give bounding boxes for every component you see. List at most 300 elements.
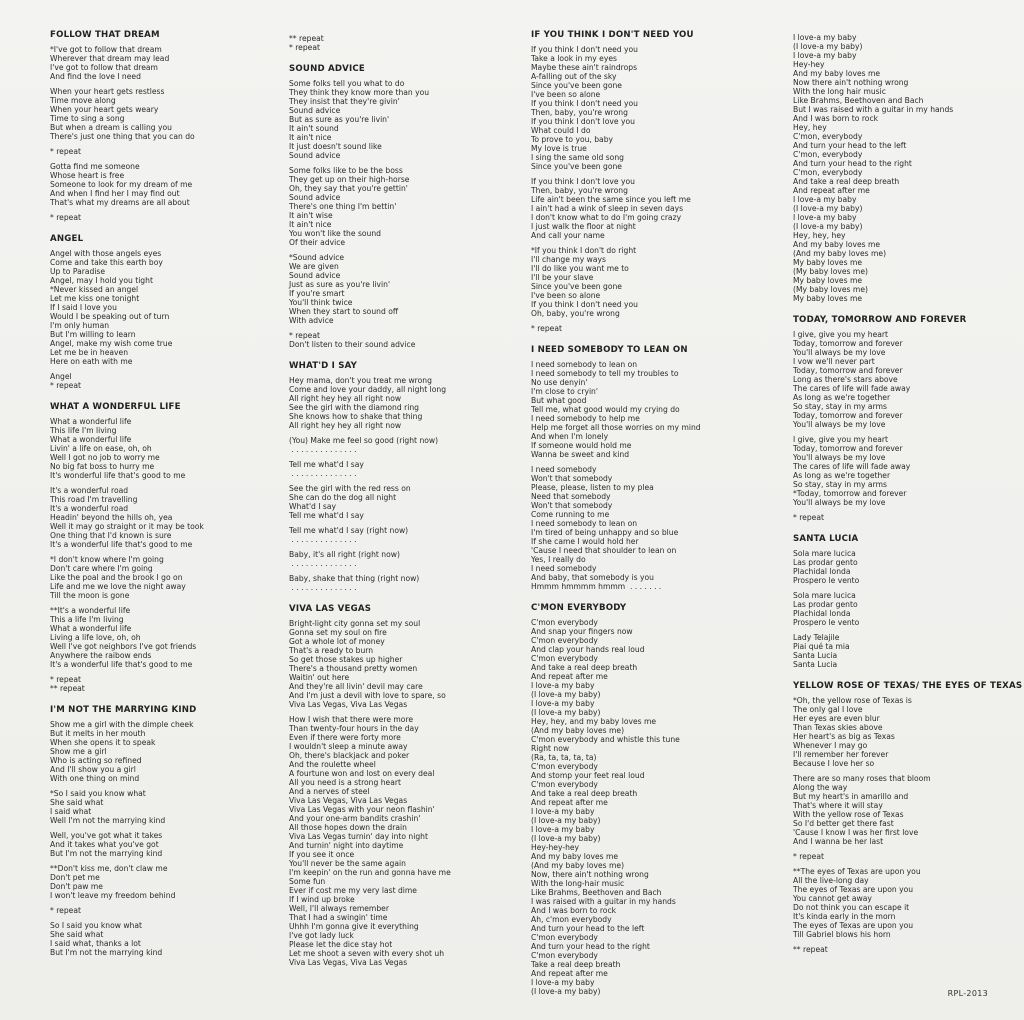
lyric-line: And baby, that somebody is you: [531, 573, 654, 582]
lyric-line: You'll always be my love: [793, 348, 886, 357]
lyric-line: *I've got to follow that dream: [50, 45, 162, 54]
lyric-line: But when a dream is calling you: [50, 123, 172, 132]
lyric-line: Anywhere the raibow ends: [50, 651, 152, 660]
lyric-stanza: [289, 376, 521, 430]
lyric-line: I love-a my baby: [793, 213, 857, 222]
lyric-line: See the girl with the red ress on: [289, 484, 411, 493]
lyric-line: You cannot get away: [793, 894, 872, 903]
lyric-stanza: [531, 246, 763, 318]
lyric-line: Just as sure as you're livin': [289, 280, 391, 289]
lyric-line: Gonna set my soul on fire: [289, 628, 387, 637]
lyric-line: Living a life love, oh, oh: [50, 633, 141, 642]
lyric-line: It's a wonderful road: [50, 504, 129, 513]
lyric-line: I ain't had a wink of sleep in seven days: [531, 204, 684, 213]
lyric-line: Some folks tell you what to do: [289, 79, 405, 88]
lyric-line: But I'm not the marrying kind: [50, 849, 163, 858]
lyric-line: There's one thing I'm bettin': [289, 202, 397, 211]
lyric-stanza: [50, 906, 282, 915]
lyric-line: I've got to follow that dream: [50, 63, 158, 72]
lyric-line: I'm keepin' on the run and gonna have me: [289, 868, 451, 877]
lyric-stanza: [50, 789, 282, 825]
lyric-line: Bright-light city gonna set my soul: [289, 619, 421, 628]
lyric-line: Come and take this earth boy: [50, 258, 163, 267]
lyric-line: What a wonderful life: [50, 624, 132, 633]
lyric-line: *If you think I don't do right: [531, 246, 637, 255]
lyric-line: C'mon everybody and whistle this tune: [531, 735, 680, 744]
lyric-line: Uhhh I'm gonna give it everything: [289, 922, 419, 931]
lyric-line: If you think I don't love you: [531, 177, 635, 186]
lyric-line: Right now: [531, 744, 570, 753]
lyric-line: Long as there's stars above: [793, 375, 898, 384]
lyric-line: So stay, stay in my arms: [793, 480, 887, 489]
lyric-line: * repeat: [289, 331, 320, 340]
lyric-line: Some folks like to be the boss: [289, 166, 403, 175]
lyric-line: And I'm just a devil with love to spare, so: [289, 691, 446, 700]
lyric-line: Got a whole lot of money: [289, 637, 385, 646]
lyric-line: . . . . . . . . . . . . . .: [289, 445, 357, 454]
song-title: YELLOW ROSE OF TEXAS/ THE EYES OF TEXAS: [793, 681, 1023, 691]
lyric-line: *Never kissed an angel: [50, 285, 139, 294]
lyric-line: Come and love your daddy, all night long: [289, 385, 447, 394]
lyric-line: (I love-a my baby): [531, 816, 601, 825]
lyric-line: Hey-hey: [793, 60, 825, 69]
column-2: [289, 34, 521, 979]
lyric-line: I need somebody: [531, 564, 597, 573]
lyric-stanza: [289, 253, 521, 325]
lyric-line: *Oh, the yellow rose of Texas is: [793, 696, 912, 705]
lyric-line: Sound advice: [289, 271, 341, 280]
lyric-line: And call your name: [531, 231, 605, 240]
lyric-line: It's a wonderful road: [50, 486, 129, 495]
lyric-line: But as sure as you're livin': [289, 115, 390, 124]
lyric-line: You'll think twice: [289, 298, 353, 307]
song-block: [289, 64, 521, 349]
lyric-line: Well it may go straight or it may be took: [50, 522, 204, 531]
lyric-line: Baby, shake that thing (right now): [289, 574, 420, 583]
lyric-line: And a nerves of steel: [289, 787, 370, 796]
lyric-line: Maybe these ain't raindrops: [531, 63, 638, 72]
lyric-line: If you think I don't need you: [531, 99, 638, 108]
lyric-line: C'mon everybody: [531, 951, 598, 960]
column-4: [793, 33, 1024, 966]
lyric-line: * repeat: [50, 213, 81, 222]
lyric-line: Baby, it's all right (right now): [289, 550, 400, 559]
lyric-line: If I said I love you: [50, 303, 117, 312]
lyric-stanza: [50, 864, 282, 900]
lyric-line: The eyes of Texas are upon you: [793, 921, 914, 930]
lyric-line: No big fat boss to hurry me: [50, 462, 155, 471]
lyric-line: If you think I don't need you: [531, 45, 638, 54]
lyric-line: I was raised with a guitar in my hands: [531, 897, 676, 906]
lyric-line: (I love-a my baby): [793, 222, 863, 231]
lyric-line: I love-a my baby: [793, 33, 857, 42]
lyric-line: Then, baby, you're wrong: [531, 108, 628, 117]
lyric-stanza: [289, 166, 521, 247]
song-title: WHAT'D I SAY: [289, 361, 358, 371]
lyric-line: . . . . . . . . . . . . . .: [289, 535, 357, 544]
lyric-line: And repeat after me: [531, 672, 608, 681]
lyric-line: Tell me what'd I say: [289, 460, 364, 469]
lyric-line: But it melts in her mouth: [50, 729, 146, 738]
lyric-line: But I was raised with a guitar in my hands: [793, 105, 954, 114]
lyric-line: It's a wonderful life that's good to me: [50, 540, 193, 549]
lyric-line: There's a thousand pretty women: [289, 664, 418, 673]
lyric-line: Who is acting so refined: [50, 756, 142, 765]
lyric-line: Even if there were forty more: [289, 733, 401, 742]
lyric-line: And when I find her I may find out: [50, 189, 180, 198]
lyric-line: It ain't nice: [289, 133, 332, 142]
lyric-line: With one thing on mind: [50, 774, 140, 783]
lyric-stanza: [793, 696, 1024, 768]
lyric-line: Like Brahms, Beethoven and Bach: [793, 96, 924, 105]
song-block: [289, 361, 521, 592]
lyric-line: **Don't kiss me, don't claw me: [50, 864, 168, 873]
lyric-line: No use denyin': [531, 378, 588, 387]
lyric-line: C'mon everybody: [531, 636, 598, 645]
lyric-line: What'd I say: [289, 502, 337, 511]
lyric-line: Take a real deep breath: [531, 960, 621, 969]
lyric-line: * repeat: [289, 43, 320, 52]
lyric-line: The cares of life will fade away: [793, 384, 911, 393]
lyric-line: Well, I'll always remember: [289, 904, 389, 913]
song-title: I NEED SOMEBODY TO LEAN ON: [531, 345, 688, 355]
lyric-line: (I love-a my baby): [531, 708, 601, 717]
lyric-line: I need somebody to help me: [531, 414, 640, 423]
lyric-line: I've been so alone: [531, 90, 601, 99]
lyric-line: What a wonderful life: [50, 435, 132, 444]
lyric-line: And I wanna be her last: [793, 837, 884, 846]
lyric-line: Let me kiss one tonight: [50, 294, 140, 303]
lyric-stanza: [289, 550, 521, 568]
song-block: [50, 234, 282, 390]
lyric-line: They insist that they're givin': [289, 97, 400, 106]
lyric-line: Plachidal londa: [793, 567, 851, 576]
song-title: SANTA LUCIA: [793, 534, 859, 544]
lyric-line: All right hey hey all right now: [289, 394, 402, 403]
lyric-line: Please let the dice stay hot: [289, 940, 393, 949]
lyric-line: It just doesn't sound like: [289, 142, 382, 151]
song-block: [289, 604, 521, 967]
lyric-line: ** repeat: [289, 34, 324, 43]
lyric-line: And it takes what you've got: [50, 840, 159, 849]
lyric-line: And your one-arm bandits crashin': [289, 814, 421, 823]
lyric-line: If you're smart: [289, 289, 345, 298]
lyric-line: I sing the same old song: [531, 153, 624, 162]
lyric-line: Ever if cost me my very last dime: [289, 886, 417, 895]
lyric-line: Hey-hey-hey: [531, 843, 580, 852]
lyric-line: (I love-a my baby): [793, 204, 863, 213]
lyric-line: So get those stakes up higher: [289, 655, 403, 664]
lyric-line: Do not think you can escape it: [793, 903, 910, 912]
song-block: [531, 603, 763, 996]
lyric-line: When they start to sound off: [289, 307, 399, 316]
lyric-line: Would I be speaking out of turn: [50, 312, 170, 321]
lyric-line: Waitin' out here: [289, 673, 350, 682]
lyric-line: So I'd better get there fast: [793, 819, 894, 828]
lyric-line: I love-a my baby: [793, 51, 857, 60]
lyric-line: And turnin' night into daytime: [289, 841, 404, 850]
lyric-line: Some fun: [289, 877, 326, 886]
lyric-line: The eyes of Texas are upon you: [793, 885, 914, 894]
lyric-line: Hey, hey, and my baby loves me: [531, 717, 657, 726]
lyric-line: If you think I don't need you: [531, 300, 638, 309]
lyric-line: * repeat: [50, 147, 81, 156]
lyric-line: Sola mare lucica: [793, 591, 856, 600]
lyric-line: C'mon everybody: [531, 618, 598, 627]
lyric-line: Today, tomorrow and forever: [793, 339, 903, 348]
lyric-stanza: [793, 591, 1024, 627]
lyric-line: You'll always be my love: [793, 498, 886, 507]
lyric-line: Time move along: [50, 96, 116, 105]
lyric-line: (And my baby loves me): [531, 861, 625, 870]
lyric-line: Lady Telajile: [793, 633, 840, 642]
lyric-line: Sound advice: [289, 151, 341, 160]
lyric-line: I love-a my baby: [531, 681, 595, 690]
lyric-stanza: [793, 330, 1024, 429]
lyric-stanza: [289, 526, 521, 544]
lyric-line: And my baby loves me: [793, 69, 881, 78]
lyric-line: Help me forget all those worries on my mind: [531, 423, 701, 432]
lyric-line: 'Cause I know I was her first love: [793, 828, 919, 837]
lyric-line: Along the way: [793, 783, 848, 792]
lyric-line: C'mon everybody: [531, 933, 598, 942]
lyric-stanza: [289, 619, 521, 709]
lyric-line: But what good: [531, 396, 587, 405]
lyric-stanza: [793, 774, 1024, 846]
lyric-line: Like the poal and the brook I go on: [50, 573, 183, 582]
lyric-line: Today, tomorrow and forever: [793, 366, 903, 375]
lyric-stanza: [50, 831, 282, 858]
lyric-line: Tell me what'd I say: [289, 511, 364, 520]
lyric-stanza: [50, 606, 282, 669]
lyric-stanza: [50, 87, 282, 141]
lyric-line: *Today, tomorrow and forever: [793, 489, 907, 498]
lyric-line: And turn your head to the left: [793, 141, 907, 150]
lyric-line: I don't know what to do I'm going crazy: [531, 213, 682, 222]
lyric-line: I'm tired of being unhappy and so blue: [531, 528, 679, 537]
lyric-line: They get up on their high-horse: [289, 175, 410, 184]
lyric-line: I love-a my baby: [531, 978, 595, 987]
lyric-line: But I'm not the marrying kind: [50, 948, 163, 957]
lyric-line: Up to Paradise: [50, 267, 106, 276]
song-title: ANGEL: [50, 234, 84, 244]
lyric-line: Let me shoot a seven with every shot uh: [289, 949, 445, 958]
lyric-line: The cares of life will fade away: [793, 462, 911, 471]
lyric-line: Hey, hey, hey: [793, 231, 846, 240]
lyric-line: And turn your head to the left: [531, 924, 645, 933]
lyric-line: Viva Las Vegas with your neon flashin': [289, 805, 435, 814]
song-block: [793, 315, 1024, 522]
lyric-line: And repeat after me: [793, 186, 870, 195]
lyric-line: Hey mama, don't you treat me wrong: [289, 376, 432, 385]
lyric-line: (I love-a my baby): [531, 987, 601, 996]
lyric-line: What could I do: [531, 126, 591, 135]
lyric-line: Since you've been gone: [531, 282, 622, 291]
lyric-stanza: [793, 867, 1024, 939]
lyric-line: That's where it will stay: [793, 801, 883, 810]
lyric-line: * repeat: [531, 324, 562, 333]
lyric-line: Well, you've got what it takes: [50, 831, 163, 840]
lyric-line: **It's a wonderful life: [50, 606, 131, 615]
lyric-line: I need somebody to lean on: [531, 360, 638, 369]
lyric-line: With advice: [289, 316, 334, 325]
lyric-line: All right hey hey all right now: [289, 421, 402, 430]
lyric-line: It ain't sound: [289, 124, 339, 133]
lyric-line: Ah, c'mon everybody: [531, 915, 612, 924]
lyric-line: **The eyes of Texas are upon you: [793, 867, 921, 876]
lyric-line: Wanna be sweet and kind: [531, 450, 630, 459]
lyric-line: Angel, may I hold you tight: [50, 276, 153, 285]
lyric-line: What a wonderful life: [50, 417, 132, 426]
lyric-line: I wouldn't sleep a minute away: [289, 742, 408, 751]
lyric-line: Wherever that dream may lead: [50, 54, 170, 63]
lyric-line: C'mon everybody: [531, 654, 598, 663]
lyric-line: She knows how to shake that thing: [289, 412, 423, 421]
lyric-line: Viva Las Vegas, Viva Las Vegas: [289, 796, 408, 805]
lyric-line: With the long-hair music: [531, 879, 625, 888]
lyric-line: And take a real deep breath: [531, 663, 638, 672]
lyric-line: And snap your fingers now: [531, 627, 633, 636]
lyric-line: But my heart's in amarillo and: [793, 792, 909, 801]
lyric-line: (I love-a my baby): [531, 690, 601, 699]
lyric-line: Come running to me: [531, 510, 610, 519]
song-block: [531, 345, 763, 591]
lyric-line: When your heart gets weary: [50, 105, 159, 114]
lyric-line: I give, give you my heart: [793, 330, 888, 339]
song-title: WHAT A WONDERFUL LIFE: [50, 402, 181, 412]
lyric-line: (My baby loves me): [793, 267, 868, 276]
lyric-line: My love is true: [531, 144, 587, 153]
lyric-line: Las prodar gento: [793, 600, 858, 609]
lyric-stanza: [50, 249, 282, 366]
lyric-line: . . . . . . . . . . . . . .: [289, 559, 357, 568]
lyric-line: You won't like the sound: [289, 229, 382, 238]
lyric-line: This life I'm living: [50, 426, 117, 435]
lyric-stanza: [289, 460, 521, 478]
lyric-stanza: [289, 484, 521, 520]
lyric-line: And find the love I need: [50, 72, 141, 81]
lyric-line: Than Texas skies above: [793, 723, 883, 732]
song-block: [793, 534, 1024, 669]
lyric-line: Oh, there's blackjack and poker: [289, 751, 410, 760]
lyric-stanza: [50, 720, 282, 783]
lyric-stanza: [793, 852, 1024, 861]
column-1: [50, 30, 282, 969]
lyric-line: And repeat after me: [531, 798, 608, 807]
lyric-line: Please, please, listen to my plea: [531, 483, 654, 492]
lyric-stanza: [50, 486, 282, 549]
column-3: [531, 30, 763, 1008]
lyric-line: The only gal I love: [793, 705, 863, 714]
lyric-line: Angel: [50, 372, 72, 381]
lyric-line: C'mon, everybody: [793, 150, 863, 159]
lyric-line: Whose heart is free: [50, 171, 125, 180]
lyric-stanza: [531, 324, 763, 333]
lyric-stanza: [50, 555, 282, 600]
song-title: I'M NOT THE MARRYING KIND: [50, 705, 197, 715]
lyric-line: If she came I would hold her: [531, 537, 639, 546]
song-block: [531, 30, 763, 333]
lyric-line: Her eyes are even blur: [793, 714, 880, 723]
lyric-line: Someone to look for my dream of me: [50, 180, 193, 189]
lyric-line: Oh, baby, you're wrong: [531, 309, 620, 318]
lyric-line: I give, give you my heart: [793, 435, 888, 444]
lyric-line: Well I got no job to worry me: [50, 453, 160, 462]
lyric-line: Her heart's as big as Texas: [793, 732, 895, 741]
lyric-line: All those hopes down the drain: [289, 823, 407, 832]
lyric-stanza: [289, 331, 521, 349]
lyric-line: I'm only human: [50, 321, 110, 330]
song-block: [50, 402, 282, 693]
lyric-line: With the long hair music: [793, 87, 886, 96]
lyric-line: ** repeat: [793, 945, 828, 954]
song-block: [50, 705, 282, 957]
lyric-line: I love-a my baby: [531, 825, 595, 834]
lyric-line: * repeat: [50, 675, 81, 684]
lyric-line: I love-a my baby: [531, 807, 595, 816]
lyric-line: Whenever I may go: [793, 741, 868, 750]
lyric-line: I'll remember her forever: [793, 750, 889, 759]
lyric-stanza: [793, 513, 1024, 522]
lyric-line: And clap your hands real loud: [531, 645, 645, 654]
song-title: FOLLOW THAT DREAM: [50, 30, 160, 40]
lyric-line: And take a real deep breath: [531, 789, 638, 798]
lyric-stanza: [793, 549, 1024, 585]
lyric-line: (And my baby loves me): [531, 726, 625, 735]
catalog-number: RPL-2013: [947, 989, 988, 998]
lyric-line: Today, tomorrow and forever: [793, 444, 903, 453]
lyric-line: * repeat: [50, 381, 81, 390]
lyric-line: . . . . . . . . . . . . . .: [289, 469, 357, 478]
lyric-line: I love-a my baby: [531, 699, 595, 708]
lyric-line: Won't that somebody: [531, 474, 613, 483]
lyric-line: And my baby loves me: [793, 240, 881, 249]
lyric-line: And I'll show you a girl: [50, 765, 136, 774]
song-title: VIVA LAS VEGAS: [289, 604, 372, 614]
lyric-line: * repeat: [50, 906, 81, 915]
lyric-line: Now, there ain't nothing wrong: [531, 870, 649, 879]
lyric-stanza: [289, 34, 521, 52]
lyric-line: It ain't nice: [289, 220, 332, 229]
lyric-line: And my baby loves me: [531, 852, 619, 861]
lyric-line: Life and me we love the night away: [50, 582, 186, 591]
lyric-line: There are so many roses that bloom: [793, 774, 931, 783]
lyric-line: I just walk the floor at night: [531, 222, 636, 231]
lyric-line: Show me a girl: [50, 747, 107, 756]
lyric-line: You'll never be the same again: [289, 859, 406, 868]
lyric-line: (My baby loves me): [793, 285, 868, 294]
song-block: [793, 681, 1024, 954]
lyric-line: Don't paw me: [50, 882, 103, 891]
lyric-line: I vow we'll never part: [793, 357, 875, 366]
lyric-line: You'll always be my love: [793, 453, 886, 462]
lyric-line: Because I love her so: [793, 759, 875, 768]
lyric-line: With the yellow rose of Texas: [793, 810, 904, 819]
lyric-line: (And my baby loves me): [793, 249, 887, 258]
lyric-line: Since you've been gone: [531, 81, 622, 90]
lyric-line: And I was born to rock: [531, 906, 617, 915]
lyric-line: And stomp your feet real loud: [531, 771, 645, 780]
lyric-line: Livin' a life on ease, oh, oh: [50, 444, 152, 453]
lyric-line: Prospero le vento: [793, 618, 860, 627]
lyric-stanza: [289, 436, 521, 454]
lyric-stanza: [793, 633, 1024, 669]
lyric-line: We are given: [289, 262, 339, 271]
lyric-line: Till Gabriel blows his horn: [793, 930, 891, 939]
lyric-line: Las prodar gento: [793, 558, 858, 567]
lyric-stanza: [289, 79, 521, 160]
lyric-line: This road I'm travelling: [50, 495, 138, 504]
